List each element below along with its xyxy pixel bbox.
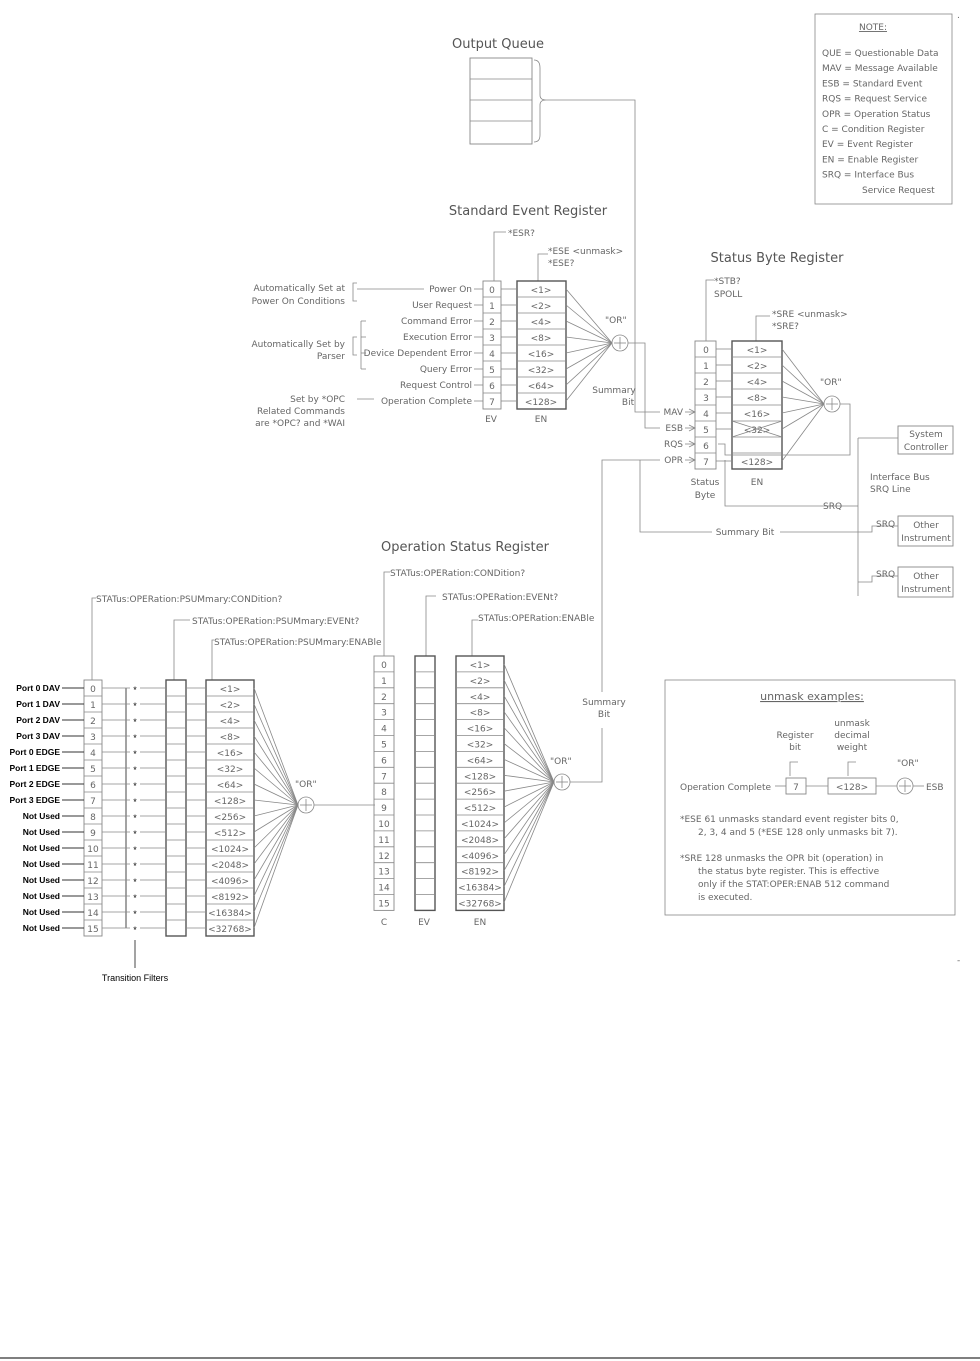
psum-weight: <16384>: [208, 909, 252, 919]
psum-weight: <1>: [219, 685, 241, 695]
unmask-note2-2: the status byte register. This is effective: [698, 867, 880, 877]
ser-group-label: Parser: [316, 352, 345, 362]
psummary-register: [9, 595, 382, 983]
osr-bit: 1: [381, 676, 387, 687]
sbr-weight: <128>: [740, 458, 774, 468]
osr-bit: 8: [381, 788, 387, 799]
psum-filter-mark: *: [133, 813, 137, 823]
unmask-register-bit-1: Register: [776, 731, 814, 741]
note-line: ESB = Standard Event: [822, 79, 923, 90]
psum-input-label: Not Used: [22, 859, 60, 869]
psum-weight: <32>: [216, 765, 244, 775]
ser-weight: <8>: [530, 334, 552, 344]
unmask-bit: 7: [793, 783, 799, 793]
unmask-note2-1: *SRE 128 unmasks the OPR bit (operation) in: [680, 854, 884, 864]
note-line: OPR = Operation Status: [822, 109, 931, 120]
unmask-esb: ESB: [926, 783, 944, 793]
ser-bit: 4: [489, 350, 495, 360]
osr-bit: 12: [378, 851, 390, 862]
ser-title: Standard Event Register: [448, 204, 608, 219]
ser-en-label: EN: [534, 415, 548, 425]
unmask-op-complete: Operation Complete: [680, 783, 772, 793]
sbr-spoll: SPOLL: [714, 290, 743, 300]
osr-weight: <8>: [469, 708, 491, 719]
osr-weight: <4096>: [461, 851, 499, 862]
sbr-bit: 3: [703, 394, 709, 404]
osr-query-event: STATus:OPERation:EVENt?: [442, 593, 559, 603]
ser-summary-1: Summary: [592, 386, 636, 396]
psum-bit: 9: [90, 829, 96, 839]
note-heading: NOTE:: [858, 23, 888, 33]
output-queue-title: Output Queue: [452, 37, 544, 52]
system-controller-2: Controller: [903, 443, 949, 453]
psum-bit: 12: [87, 877, 99, 887]
ser-event: Query Error: [419, 365, 472, 375]
osr-bit: 11: [378, 835, 390, 846]
psum-bit: 10: [87, 845, 99, 855]
psum-or-label: "OR": [295, 780, 317, 790]
sbr-bit: 7: [703, 458, 709, 468]
ser-bit: 0: [489, 286, 495, 296]
psum-query-event: STATus:OPERation:PSUMmary:EVENt?: [192, 617, 360, 627]
psum-filter-mark: *: [133, 781, 137, 791]
unmask-or-label: "OR": [897, 759, 919, 769]
note-line: C = Condition Register: [822, 125, 925, 135]
osr-query-cond: STATus:OPERation:CONDition?: [390, 569, 526, 579]
psum-input-label: Port 2 EDGE: [9, 779, 60, 789]
sbr-weight: <2>: [746, 362, 768, 372]
psum-input-label: Port 3 DAV: [16, 731, 60, 741]
sbr-summary-bit: Summary Bit: [715, 528, 775, 538]
srq-small-2: SRQ: [876, 570, 896, 580]
sbr-weight: <16>: [743, 410, 771, 420]
psum-weight: <64>: [216, 781, 244, 791]
tick-mark-2: -: [957, 956, 961, 966]
ser-group-label: Related Commands: [257, 407, 345, 417]
osr-weight: <32>: [466, 740, 494, 751]
psum-bit: 3: [90, 733, 96, 743]
sbr-bit: 4: [703, 410, 709, 420]
osr-weight: <16384>: [458, 883, 502, 894]
osr-bit: 0: [381, 661, 387, 671]
osr-bit: 14: [378, 883, 390, 894]
psum-weight: <128>: [213, 797, 247, 807]
unmask-weight-3: weight: [836, 743, 868, 753]
note-line: Service Request: [862, 185, 935, 196]
sbr-bit: 1: [703, 362, 709, 372]
osr-title: Operation Status Register: [381, 540, 549, 555]
osr-bit: 15: [378, 899, 390, 910]
unmask-note2-3: only if the STAT:OPER:ENAB 512 command: [698, 880, 890, 890]
ser-event: Execution Error: [403, 333, 472, 343]
unmask-note1-2: 2, 3, 4 and 5 (*ESE 128 only unmasks bit 7).: [698, 828, 898, 838]
psum-query-cond: STATus:OPERation:PSUMmary:CONDition?: [96, 595, 283, 605]
osr-weight: <2048>: [461, 835, 499, 846]
psum-input-label: Not Used: [22, 827, 60, 837]
sbr-weight: <1>: [746, 346, 768, 356]
sbr-srq: SRQ: [823, 502, 843, 512]
bus-label-2: SRQ Line: [870, 485, 911, 495]
standard-event-register: [251, 204, 660, 429]
psum-filter-mark: *: [133, 701, 137, 711]
ser-ev-label: EV: [485, 415, 497, 425]
osr-weight: <1024>: [461, 820, 499, 830]
ser-bit: 3: [489, 334, 495, 344]
ser-weight: <4>: [530, 318, 552, 328]
psum-input-label: Port 0 DAV: [16, 683, 60, 693]
sbr-en-label: EN: [750, 478, 764, 488]
other-instrument-1b: Instrument: [901, 534, 951, 544]
osr-weight: <1>: [469, 661, 491, 671]
osr-bit: 4: [381, 724, 387, 735]
psum-filter-mark: *: [133, 861, 137, 871]
osr-summary-1: Summary: [582, 698, 626, 708]
osr-bit: 6: [381, 756, 387, 767]
ser-query-esr: *ESR?: [508, 229, 535, 239]
note-box: [815, 14, 952, 204]
psum-weight: <4>: [219, 717, 241, 727]
psum-input-label: Port 3 EDGE: [9, 795, 60, 805]
sbr-query-stb: *STB?: [714, 277, 741, 287]
psum-input-label: Not Used: [22, 891, 60, 901]
psum-bit: 13: [87, 893, 99, 903]
ser-query-ese: *ESE <unmask>: [548, 247, 624, 257]
osr-bit: 2: [381, 692, 387, 703]
psum-input-label: Not Used: [22, 843, 60, 853]
sbr-weight: <8>: [746, 394, 768, 404]
ser-query-ese2: *ESE?: [548, 259, 575, 269]
osr-summary-2: Bit: [597, 710, 611, 720]
psum-bit: 14: [87, 909, 99, 919]
osr-ev-label: EV: [418, 918, 430, 928]
psum-filter-mark: *: [133, 797, 137, 807]
psum-input-label: Not Used: [22, 811, 60, 821]
psum-filter-mark: *: [133, 717, 137, 727]
ser-bit: 6: [489, 382, 495, 392]
operation-status-register: [374, 460, 660, 928]
psum-bit: 1: [90, 701, 96, 711]
osr-weight: <64>: [466, 756, 494, 767]
psum-filter-mark: *: [133, 877, 137, 887]
sbr-bit: 6: [703, 442, 709, 452]
osr-bit: 3: [381, 708, 387, 719]
psum-input-label: Port 1 DAV: [16, 699, 60, 709]
ser-event: Command Error: [400, 317, 472, 327]
psum-weight: <1024>: [211, 845, 249, 855]
osr-weight: <256>: [463, 788, 497, 799]
sbr-input-label: ESB: [665, 424, 683, 434]
sbr-weight: <32>: [743, 426, 771, 436]
ser-event: Device Dependent Error: [363, 349, 472, 359]
osr-bit: 13: [378, 867, 390, 878]
note-line: EN = Enable Register: [822, 155, 919, 166]
psum-bit: 0: [90, 685, 96, 695]
sbr-input-label: MAV: [663, 408, 683, 418]
unmask-weight-value: <128>: [835, 783, 869, 793]
sbr-query-sre2: *SRE?: [772, 322, 799, 332]
osr-bit: 7: [381, 772, 387, 783]
note-line: EV = Event Register: [822, 140, 913, 151]
unmask-note1-1: *ESE 61 unmasks standard event register bits 0,: [680, 815, 899, 825]
psum-filter-mark: *: [133, 765, 137, 775]
sbr-bit: 2: [703, 378, 709, 388]
osr-c-label: C: [380, 918, 388, 928]
psum-query-enable: STATus:OPERation:PSUMmary:ENABle: [214, 638, 382, 648]
sbr-bit: 5: [703, 426, 709, 436]
osr-weight: <4>: [469, 692, 491, 703]
psum-bit: 6: [90, 781, 96, 791]
ser-weight: <2>: [530, 302, 552, 312]
note-line: MAV = Message Available: [822, 64, 938, 75]
srq-small-1: SRQ: [876, 520, 896, 530]
note-line: SRQ = Interface Bus: [822, 170, 915, 181]
osr-or-label: "OR": [550, 757, 572, 767]
bus-label-1: Interface Bus: [870, 473, 930, 483]
psum-bit: 5: [90, 765, 96, 775]
ser-bit: 1: [489, 302, 495, 312]
ser-weight: <128>: [524, 398, 558, 408]
psum-input-label: Port 0 EDGE: [9, 747, 60, 757]
sbr-title: Status Byte Register: [710, 251, 844, 266]
ser-weight: <64>: [527, 382, 555, 392]
osr-weight: <32768>: [458, 899, 502, 910]
sbr-or-label: "OR": [820, 378, 842, 388]
ser-event: User Request: [412, 301, 472, 311]
psum-filter-mark: *: [133, 893, 137, 903]
psum-bit: 8: [90, 813, 96, 823]
unmask-examples-box: [665, 680, 955, 915]
osr-weight: <2>: [469, 676, 491, 687]
sbr-status-label-2: Byte: [694, 491, 716, 501]
psum-bit: 4: [90, 749, 96, 759]
psum-input-label: Port 2 DAV: [16, 715, 60, 725]
sbr-query-sre: *SRE <unmask>: [772, 310, 848, 320]
ser-event: Request Control: [400, 381, 472, 391]
psum-weight: <2>: [219, 701, 241, 711]
ser-weight: <32>: [527, 366, 555, 376]
unmask-title: unmask examples:: [760, 690, 864, 703]
psum-filter-mark: *: [133, 685, 137, 695]
unmask-note2-4: is executed.: [698, 893, 753, 903]
ser-group-label: are *OPC? and *WAI: [255, 419, 345, 429]
ser-bit: 7: [489, 398, 495, 408]
psum-weight: <256>: [213, 813, 247, 823]
psum-weight: <2048>: [211, 861, 249, 871]
ser-weight: <1>: [530, 286, 552, 296]
psum-weight: <512>: [213, 829, 247, 839]
ser-summary-2: Bit: [621, 398, 635, 408]
osr-weight: <8192>: [461, 867, 499, 878]
ser-or-label: "OR": [605, 316, 627, 326]
sbr-status-label-1: Status: [690, 478, 720, 488]
psum-filter-mark: *: [133, 845, 137, 855]
psum-input-label: Not Used: [22, 907, 60, 917]
ser-bit: 5: [489, 366, 495, 376]
psum-input-label: Not Used: [22, 923, 60, 933]
unmask-register-bit-2: bit: [789, 743, 801, 753]
osr-weight: <16>: [466, 724, 494, 735]
system-controller-1: System: [909, 430, 943, 440]
sbr-input-label: RQS: [663, 440, 683, 450]
ser-weight: <16>: [527, 350, 555, 360]
psum-filter-mark: *: [133, 829, 137, 839]
ser-bit: 2: [489, 318, 495, 328]
status-byte-register: [640, 251, 953, 597]
sbr-weight: <4>: [746, 378, 768, 388]
unmask-weight-2: decimal: [834, 731, 870, 741]
ser-group-label: Power On Conditions: [251, 297, 345, 307]
sbr-input-label: OPR: [664, 456, 683, 466]
osr-query-enable: STATus:OPERation:ENABle: [478, 614, 595, 624]
psum-bit: 2: [90, 717, 96, 727]
psum-filter-mark: *: [133, 925, 137, 935]
osr-weight: <128>: [463, 772, 497, 783]
psum-bit: 11: [87, 861, 99, 871]
psum-bit: 7: [90, 797, 96, 807]
psum-input-label: Not Used: [22, 875, 60, 885]
ser-event: Operation Complete: [380, 397, 472, 407]
psum-filter-mark: *: [133, 733, 137, 743]
psum-weight: <8192>: [211, 893, 249, 903]
psum-weight: <16>: [216, 749, 244, 759]
psum-input-label: Port 1 EDGE: [9, 763, 60, 773]
ser-event: Power On: [429, 285, 472, 295]
other-instrument-2a: Other: [913, 572, 939, 582]
sbr-bit: 0: [703, 346, 709, 356]
osr-bit: 9: [381, 804, 387, 815]
note-line: RQS = Request Service: [822, 94, 927, 105]
osr-bit: 10: [378, 820, 390, 830]
psum-bit: 15: [87, 925, 99, 935]
tick-mark: .: [957, 11, 960, 21]
ser-group-label: Set by *OPC: [290, 395, 345, 405]
note-line: QUE = Questionable Data: [822, 49, 939, 59]
psum-filter-mark: *: [133, 749, 137, 759]
psum-weight: <32768>: [208, 925, 252, 935]
psum-weight: <8>: [219, 733, 241, 743]
transition-filters-label: Transition Filters: [101, 973, 169, 983]
osr-bit: 5: [381, 740, 387, 751]
psum-weight: <4096>: [211, 877, 249, 887]
other-instrument-1a: Other: [913, 521, 939, 531]
other-instrument-2b: Instrument: [901, 585, 951, 595]
osr-en-label: EN: [473, 918, 487, 928]
osr-weight: <512>: [463, 804, 497, 815]
unmask-weight-1: unmask: [834, 719, 870, 729]
ser-group-label: Automatically Set by: [251, 340, 345, 350]
psum-filter-mark: *: [133, 909, 137, 919]
ser-group-label: Automatically Set at: [253, 284, 345, 294]
